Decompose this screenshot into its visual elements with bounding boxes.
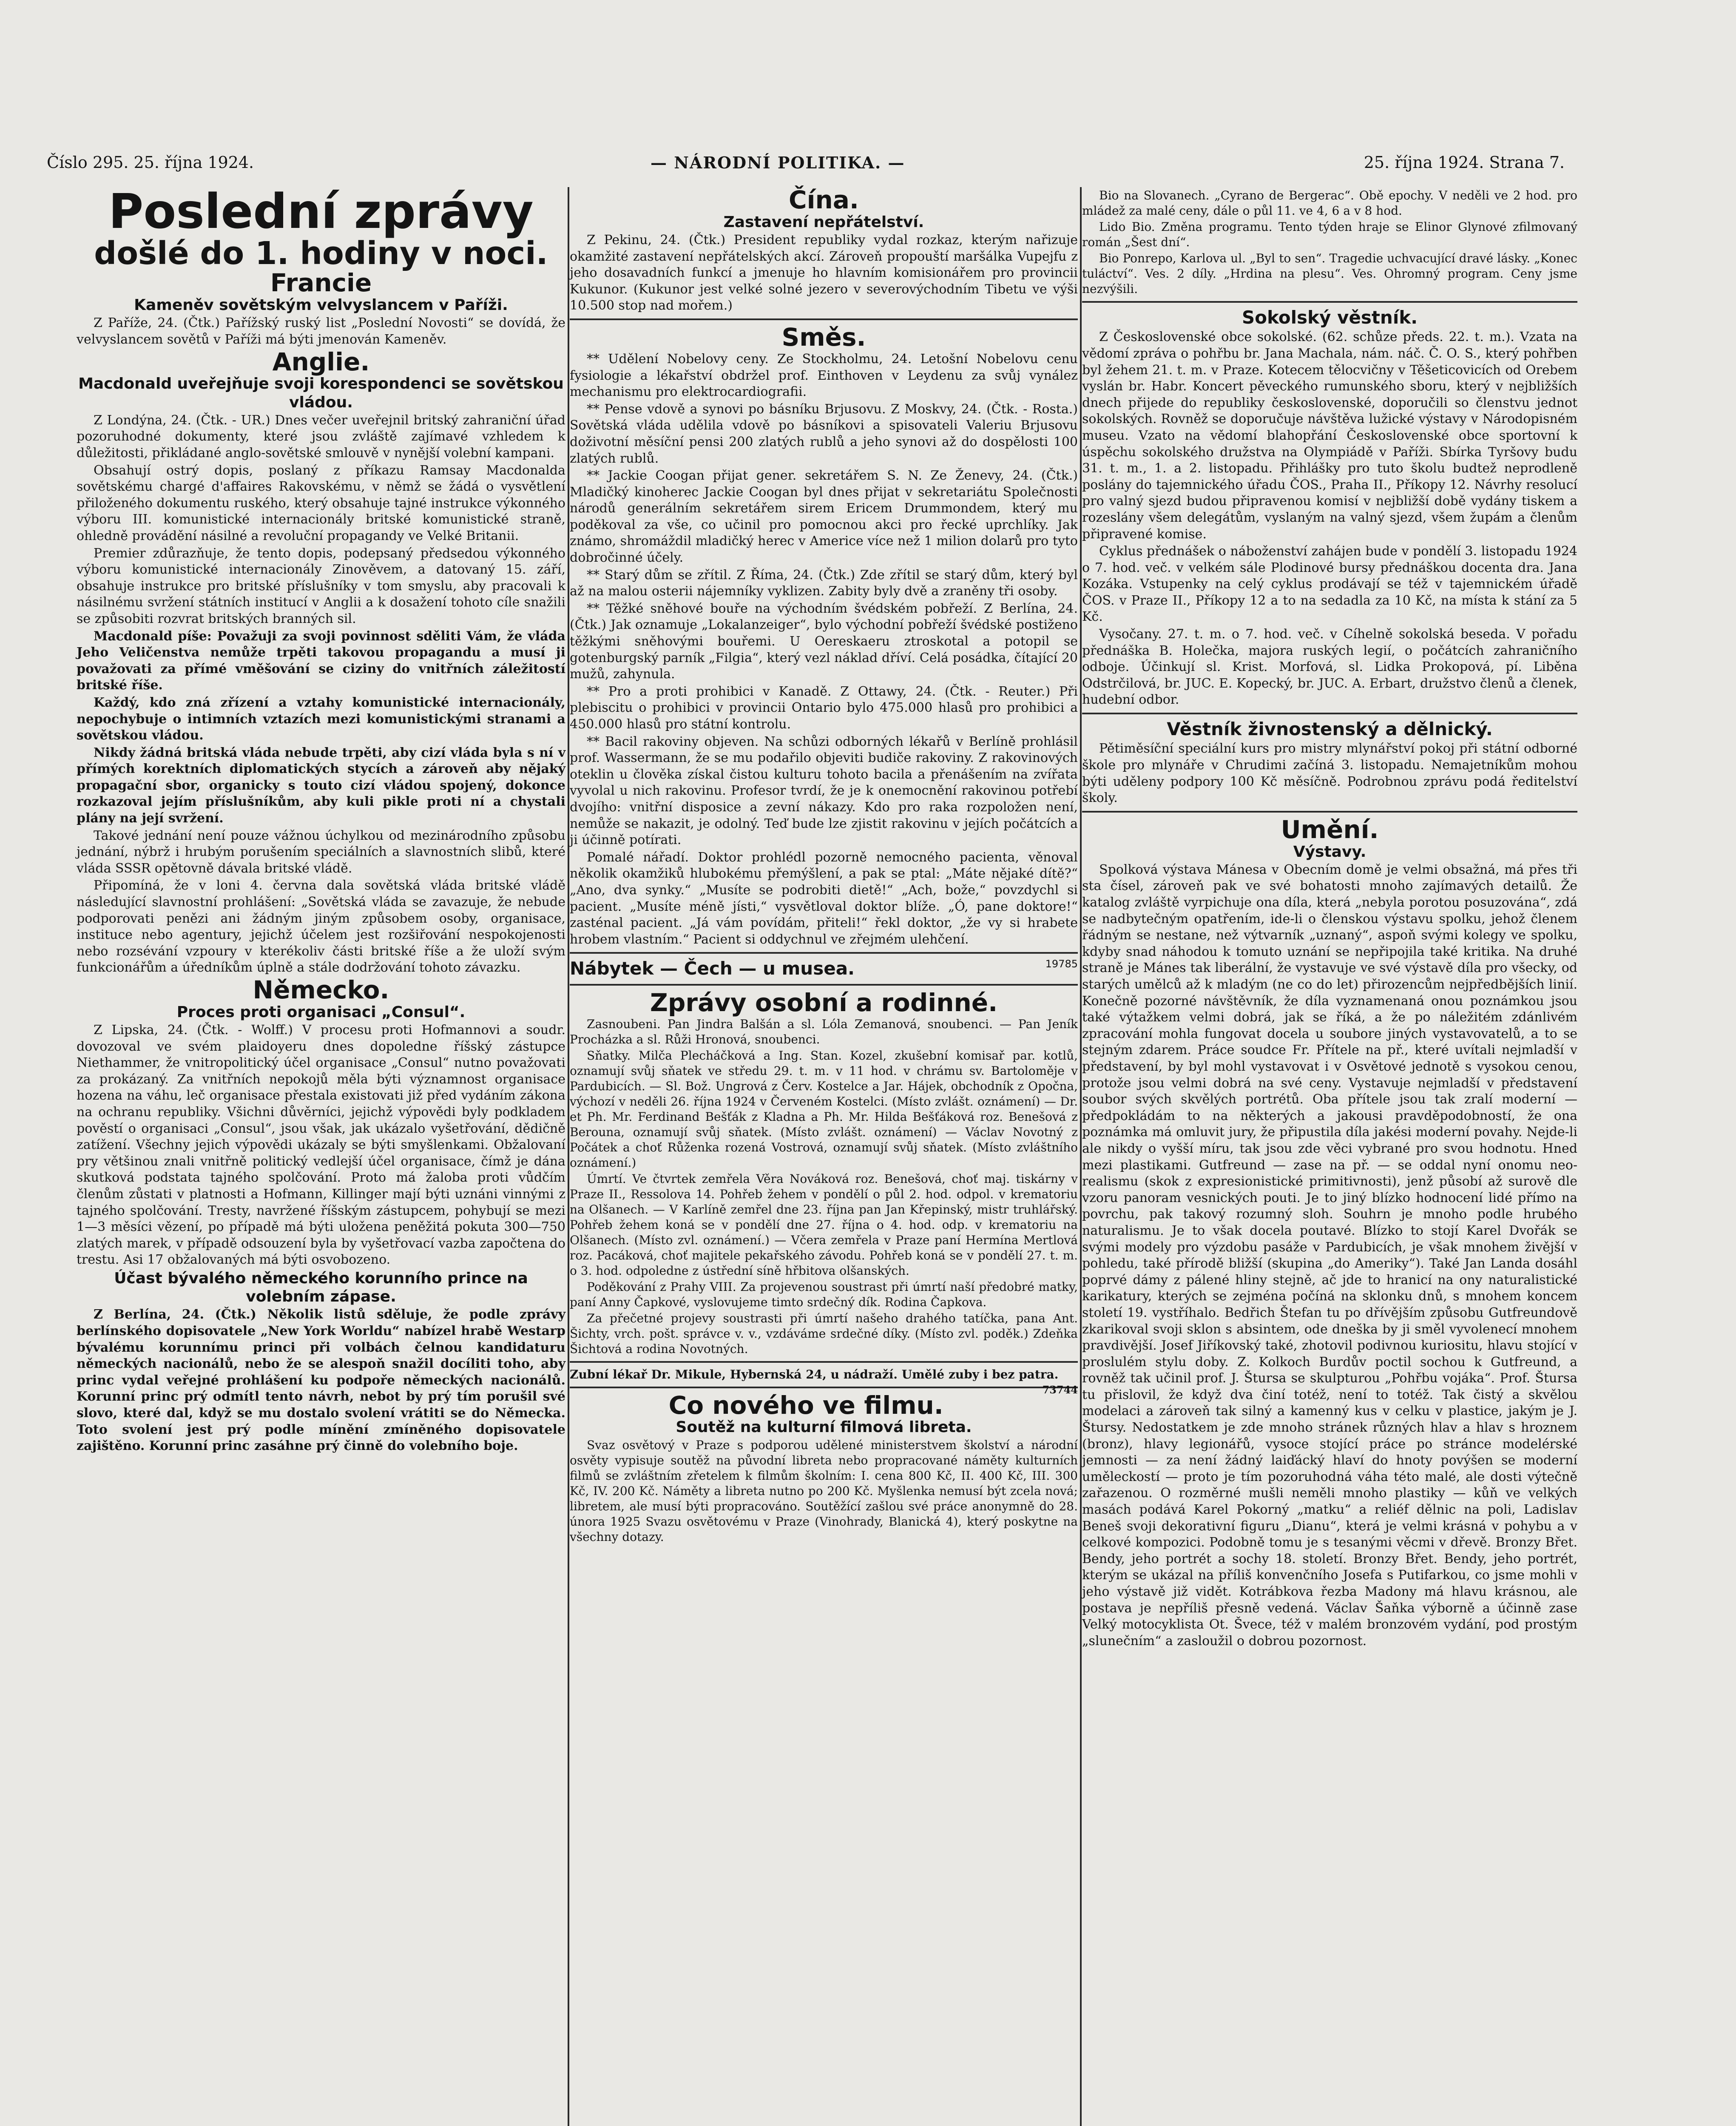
ad-code: 19785 — [1045, 958, 1078, 970]
article-paragraph: Z Berlína, 24. (Čtk.) Několik listů sděluje, že podle zprávy berlínského dopisovatele „New York Worldu“ nabízel hrabě Westarp bývalému korunnímu princi při volbách čelnou kandidaturu německých nacionálů, nebo že se alespoň snažil docíliti toho, aby princ vydal veřejné prohlášení ku podpoře německých nacionálů. Korunní princ prý odmítl tento návrh, nebot by prý tím porušil své slovo, které dal, když se mu dostalo svolení vrátiti se do Německa. Toto svolení jest prý podle mínění zmíněného dopisovatele zajištěno. Korunní princ zasáhne prý činně do volebního boje. — [77, 1307, 565, 1454]
ad-text: Zubní lékař Dr. Mikule, Hybernská 24, u nádraží. Umělé zuby i bez patra. — [570, 1367, 1059, 1381]
article-paragraph: ** Jackie Coogan přijat gener. sekretářem S. N. Ze Ženevy, 24. (Čtk.) Mladičký kinoherec Jackie Coogan byl dnes přijat v sekretariátu Společnosti národů generálním sekretářem sirem Ericem Drummondem, který mu poděkoval za vše, co učinil pro pomocnou akci pro řecké uprchlíky. Jak známo, shromáždil mladičký herec v Americe více než 1 milion dolarů pro tyto dobročinné účely. — [570, 468, 1078, 566]
article-paragraph: Z Paříže, 24. (Čtk.) Pařížský ruský list „Poslední Novosti“ se dovídá, že velvyslancem sovětů v Paříži má býti jmenován Kameněv. — [77, 315, 565, 347]
article-headline: Proces proti organisaci „Consul“. — [176, 1003, 466, 1021]
main-subheadline: došlé do 1. hodiny v noci. — [94, 235, 548, 272]
article-paragraph: Spolková výstava Mánesa v Obecním domě je velmi obsažná, má přes tři sta čísel, zároveň pak ve své bohatosti mnoho zajímavých detailů. Že katalog zvláště vyrpichuje ona díla, která „nebyla porotou posuzována“, zdá se nadbytečným opatřením, ide-li o členskou výstavu spolku, jehož členem řádným se nestane, než výtvarník „uznaný“, aspoň svými kolegy ve spolku, kdyby snad náhodou k tomuto uznání se nepřipojila také kritika. Na druhé straně je Mánes tak liberální, že vystavuje ve své výstavě díla pro všecky, od starých umělců až k mladým (ne co do let) přirozencům nejpředbějších linií. Konečně pozorné návštěvník, že díla vyznamenaná onou poznámkou jsou také výtažkem velmi dobrá, jak se říká, a že po náležitém zdánlivém zpracování mohla fungovat docela u soubore jiných vystavovatelů, a to se stejným zdarem. Práce soudce Fr. Přítele na př., které uvítali nejmladší v představení, by byl mohl vystavovat i v Osvětové jednotě s vysokou cenou, protože jsou velmi dobrá na své ceny. Vystavuje nejmladší v představení soubor svých skvělých portrétů. Oba přítele jsou tak zralí moderní — předpokládám to na některých a jakousi pravděpodobností, že ona poznámka má omluvit jury, že připustila díla jakési moderní povahy. Nejde-li ale nikdy o vyšší míru, tak jsou zde věci vybrané pro svou hodnotu. Hned mezi plastikami. Gutfreund — zase na př. — se oddal nyní onomu neo-realismu (skok z expresionistické primitivnosti), jenž působí až surově dle vzoru panoram vesnických pouti. Je to jiný blízko hodnocení lidé přímo na povrchu, pak takový rozumný sloh. Souhrn je mnoho podle hrubého naturalismu. Je to však docela poutavé. Blízko to stojí Karel Dvořák se svými modely pro výzdobu pasáže v Pardubicích, je však mnohem živější v pohledu, také přírodě bližší (skupina „do Ameriky“). Také Jan Landa dosáhl poprvé dámy z pálené hliny stejně, ač jde to hranicí na ony naturalistické karikatury, kterých se zejména počíná na sklonku dnů, s mnohem koncem století 19. vystříhalo. Bedřich Štefan tu po dřívějším způsobu Gutfreundově zkarikoval svoji sklon s absintem, ode dneška by ji směl vyvolenecí mnohem pravdivější. Josef Jiříkovský také, zhotovil podivnou kuriositu, hlavu stojící v proslulém stylu doby. Z. Kolkoch Burdův poctil sochou k Gutfreund, a rovněž tak učinil prof. J. Štursa se skulpturou „Pohřbu vojáka“. Prof. Štursa tu přislovil, že když dva činí totéž, není to totéž. Tak čistý a skvělou modelaci a zároveň tak silný a kamenný kus v celku v plastice, jakým je J. Štursy. Nedostatkem je zde mnoho stránek různých hlav a hlav s hroznem (bronz), hlavy legionářů, vysoce stojící práce po stránce modelérské jemnosti — za není žádný laiďácký hlaví do hnoty povýšen se moderní uměleckostí — proto je tím pozoruhodná váha této malé, ale dosti výtečně zařazenou. O rozměrné mušli neměli mnoho plastiky — kůň ve velkých masách podává Karel Pokorný „matku“ a reliéf dělnic na poli, Ladislav Beneš svoji dekorativní figuru „Dianu“, která je velmi krásná v pohybu a v celkové kompozici. Podobně tomu je s tesanými věcmi v dřevě. Bronzy Břet. Bendy, jeho portrét a sochy 18. století. Bronzy Břet. Bendy, jeho portrét, kterým se ukázal na příliš konvenčního Josefa s Putifarkou, co jsme mohli v jeho výstavě již vidět. Kotrábkova řezba Madony má hlavu krásnou, ale postava je nepříliš přesně vedená. Václav Šaňka výborně a účinně zase Velký motocyklista Ot. Švece, též v malém bronzovém vydání, pod prostým „slunečním“ a zasloužil o dobrou pozornost. — [1082, 862, 1577, 1649]
page-date: 25. října 1924. Strana 7. — [1364, 153, 1565, 172]
article-paragraph: Z Československé obce sokolské. (62. schůze předs. 22. t. m.). Vzata na vědomí zpráva o pohřbu br. Jana Machala, nám. náč. Č. O. S., který pohřben byl žehem 21. t. m. v Praze. Kotecem tělocvičny v Těšeticovicích od Orebem vyslán br. Habr. Koncert pěveckého rumunského sboru, který v nejbližších dnech přijede do republiky československé, doporučili so členstvu jednot sokolských. Rovněž se doporučuje návštěva lužické výstavy v Národopisném museu. Vzato na vědomí blahopřání Československé obce sportovní k úspěchu sokolského družstva na Olympiádě v Paříži. Sbírka Tyršovy budu 31. t. m., 1. a 2. listopadu. Přihlášky pro tuto školu budtež neprodleně poslány do tajemnického úřadu ČOS., Praha II., Příkopy 12. Návrhy resolucí pro valný sjezd budou připravenou komisí v nejbližší době vydány tiskem a rozeslány všem delegátům, vyslaným na valný sjezd, všem župám a členům připravené komise. — [1082, 330, 1577, 542]
article-paragraph: Obsahují ostrý dopis, poslaný z příkazu Ramsay Macdonalda sovětskému chargé d'affaires Rakovskému, v němž se žádá o vysvětlení přiloženého dokumentu ruského, který obsahuje tajné instrukce výkonného výboru III. komunistické internacionály britské komunistické straně, ohledně provádění násilné a revoluční propagandy ve Velké Britanii. — [77, 463, 565, 543]
section-title-nemecko: Německo. — [253, 975, 389, 1004]
divider — [1082, 713, 1577, 714]
article-paragraph: Každý, kdo zná zřízení a vztahy komunistické internacionály, nepochybuje o intimních vztazích mezi komunistickými stranami a sovětskou vládou. — [77, 695, 565, 743]
ad-text: Nábytek — Čech — u musea. — [570, 958, 855, 979]
section-title-sokol: Sokolský věstník. — [1242, 307, 1418, 328]
divider — [570, 1361, 1078, 1363]
divider — [570, 1387, 1078, 1388]
article-paragraph: Z Londýna, 24. (Čtk. - UR.) Dnes večer uveřejnil britský zahraniční úřad pozoruhodné dokumenty, které jsou zvláště zajímavé vzhledem k důležitosti, přikládané anglo-sovětské smlouvě v nynější volební kampani. — [77, 412, 565, 460]
divider — [570, 984, 1078, 986]
article-paragraph: Úmrtí. Ve čtvrtek zemřela Věra Nováková roz. Benešová, choť maj. tiskárny v Praze II., Ressolova 14. Pohřeb žehem v pondělí o půl 2. hod. odpol. v krematoriu na Olšanech. — V Karlíně zemřel dne 23. října pan Jan Křepinský, mistr truhlářský. Pohřeb žehem koná se v pondělí dne 27. října o 4. hod. odp. v krematoriu na Olšanech. (Místo zvl. oznámení.) — Včera zemřela v Praze paní Hermína Mertlová roz. Pacáková, choť majitele pekařského závodu. Pohřeb koná se v pondělí 27. t. m. o 3. hod. odpoledne z ústřední síně hřbitova olšanských. — [570, 1171, 1078, 1278]
article-paragraph: Zasnoubeni. Pan Jindra Balšán a sl. Lóla Zemanová, snoubenci. — Pan Jeník Procházka a sl. Růži Hronová, snoubenci. — [570, 1017, 1078, 1046]
issue-number: Číslo 295. 25. října 1924. — [47, 153, 254, 172]
column-rule-2 — [1080, 187, 1082, 2126]
article-paragraph: ** Udělení Nobelovy ceny. Ze Stockholmu, 24. Letošní Nobelovu cenu fysiologie a lékařství obdržel prof. Einthoven v Leydenu za svůj vynález mechanismu pro elektrocardiografii. — [570, 351, 1078, 400]
article-paragraph: Za přečetné projevy soustrasti při úmrtí našeho drahého tatíčka, pana Ant. Šichty, vrch. pošt. správce v. v., vzdáváme srdečné díky. (Místo zvl. poděk.) Zdeňka Šichtová a rodina Novotných. — [570, 1311, 1078, 1356]
article-paragraph: ** Pro a proti prohibici v Kanadě. Z Ottawy, 24. (Čtk. - Reuter.) Při plebiscitu o prohibici v provincii Ontario bylo 475.000 hlasů pro prohibici a 450.000 hlasů pro státní kontrolu. — [570, 684, 1078, 732]
section-title-francie: Francie — [270, 268, 372, 298]
section-title-umeni: Umění. — [1281, 815, 1379, 844]
section-title-zivnostensky: Věstník živnostenský a dělnický. — [1167, 719, 1493, 740]
article-paragraph: Vysočany. 27. t. m. o 7. hod. več. v Cíhelně sokolská beseda. V pořadu přednáška B. Holečka, majora ruských legií, o počátcích zahraničního odboje. Účinkují sl. Krist. Morfová, sl. Lidka Prokopová, pí. Liběna Odstrčilová, br. JUC. E. Kopecký, br. JUC. A. Erbart, družstvo členů a členek, hudební odbor. — [1082, 627, 1577, 708]
cinema-listing: Lido Bio. Změna programu. Tento týden hraje se Elinor Glynové zfilmovaný román „Šest dní“. — [1082, 220, 1577, 249]
article-paragraph: Nikdy žádná britská vláda nebude trpěti, aby cizí vláda byla s ní v přímých korektních diplomatických stycích a zároveň aby nějaký propagační sbor, organicky s touto cizí vládou spojený, dokonce rozkazoval jejím příslušníkům, aby kuli pikle proti ní a chystali plány na její svržení. — [77, 745, 565, 826]
article-headline: Účast bývalého německého korunního prince na volebním zápase. — [114, 1269, 528, 1306]
article-headline: Macdonald uveřejňuje svoji korespondenci se sovětskou vládou. — [78, 375, 564, 411]
section-title-film: Co nového ve filmu. — [668, 1390, 943, 1420]
column-2 — [570, 187, 1078, 1546]
article-paragraph: Sňatky. Milča Plecháčková a Ing. Stan. Kozel, zkušební komisař par. kotlů, oznamují svůj sňatek ve středu 29. t. m. v 11 hod. v chrámu sv. Bartoloměje v Pardubicích. — Sl. Bož. Ungrová z Červ. Kostelce a Jar. Hájek, obchodník z Opočna, výchozí v neděli 26. října 1924 v Červeném Kostelci. (Místo zvlášt. oznámení) — Dr. et Ph. Mr. Ferdinand Bešťák z Kladna a Ph. Mr. Hilda Bešťáková roz. Benešová z Berouna, oznamují svůj sňatek. (Místo zvlášt. oznámení) — Václav Novotný z Počátek a choť Růženka rozená Vostrová, oznamují svůj sňatek. (Místo zvláštního oznámení.) — [570, 1048, 1078, 1170]
article-paragraph: Svaz osvětový v Praze s podporou udělené ministerstvem školství a národní osvěty vypisuje soutěž na původní libreta nebo propracované náměty kulturních filmů se zvláštním zřetelem k filmům školním: I. cena 800 Kč, II. 400 Kč, III. 300 Kč, IV. 200 Kč. Náměty a libreta nutno po 200 Kč. Myšlenka nemusí být zcela nová; libretem, ale musí býti propracováno. Soutěžící zašlou své práce anonymně do 28. února 1925 Svazu osvětovému v Praze (Vinohrady, Blanická 4), který poskytne na všechny dotazy. — [570, 1438, 1078, 1544]
divider — [570, 318, 1078, 320]
article-headline: Soutěž na kulturní filmová libreta. — [676, 1418, 972, 1436]
cinema-listing: Bio Ponrepo, Karlova ul. „Byl to sen“. Tragedie uchvacující dravé lásky. „Konec tuláctví“. Ves. 2 díly. „Hrdina na plesu“. Ves. Ohromný program. Ceny jsme nezvýšili. — [1082, 251, 1577, 296]
article-headline: Kameněv sovětským velvyslancem v Paříži. — [134, 296, 508, 314]
advertisement-dentist — [570, 1367, 1078, 1396]
column-1 — [77, 184, 565, 1455]
article-paragraph: Takové jednání není pouze vážnou úchylkou od mezinárodního způsobu jednání, nýbrž i hrubým porušením speciálních a slavnostních slibů, které vláda SSSR opětovně dávala britské vládě. — [77, 828, 565, 876]
article-paragraph: Poděkování z Prahy VIII. Za projevenou soustrast při úmrtí naší předobré matky, paní Anny Čapkové, vyslovujeme timto srdečný dík. Rodina Čapkova. — [570, 1279, 1078, 1309]
section-title-zpravy-osobni: Zprávy osobní a rodinné. — [650, 988, 998, 1017]
article-paragraph: Pětiměsíční speciální kurs pro mistry mlynářství pokoj při státní odborné škole pro mlynáře v Chrudimi začíná 3. listopadu. Nemajetníkům mohou býti uděleny podpory 100 Kč měsíčně. Podrobnou zprávu podá ředitelství školy. — [1082, 741, 1577, 806]
article-paragraph: Premier zdůrazňuje, že tento dopis, podepsaný předsedou výkonného výboru komunistické internacionály Zinověvem, a datovaný 15. září, obsahuje instrukce pro britské příslušníky v tom smyslu, aby pracovali k násilnému svržení státních institucí v Anglii a k dosažení tohoto cíle snažili se způsobiti rozvrat britských branných sil. — [77, 546, 565, 626]
cinema-listing: Bio na Slovanech. „Cyrano de Bergerac“. Obě epochy. V neděli ve 2 hod. pro mládež za malé ceny, dále o půl 11. ve 4, 6 a v 8 hod. — [1082, 188, 1577, 218]
divider — [1082, 811, 1577, 813]
ad-code: 73744 — [1042, 1383, 1078, 1396]
divider — [1082, 301, 1577, 303]
article-paragraph: ** Starý dům se zřítil. Z Říma, 24. (Čtk.) Zde zřítil se starý dům, který byl až na malou osterii nájemníky vyklizen. Zabity byly dvě a zraněny tři osoby. — [570, 567, 1078, 599]
column-3 — [1082, 187, 1577, 1650]
advertisement-furniture — [570, 958, 1078, 979]
article-paragraph: Připomíná, že v loni 4. června dala sovětská vláda britské vládě následující slavnostní prohlášení: „Sovětská vláda se zavazuje, že nebude podporovati penězi ani žádným jiným způsobem osoby, organisace, instituce nebo agentury, jejichž účelem jest rozšiřování nespokojenosti nebo rozsévání vzpoury v kterékoliv části britské říše a že uloží svým funkcionářům a úředníkům úplně a stále dodržování tohoto závazku. — [77, 878, 565, 975]
article-headline: Výstavy. — [1293, 843, 1367, 861]
article-paragraph: Macdonald píše: Považuji za svoji povinnost sděliti Vám, že vláda Jeho Veličenstva nemůže trpěti takovou propagandu a musí ji považovati za přímé vměšování se ciziny do vnitřních záležitostí britské říše. — [77, 628, 565, 693]
article-paragraph: ** Bacil rakoviny objeven. Na schůzi odborných lékařů v Berlíně prohlásil prof. Wassermann, že se mu podařilo objeviti budiče rakoviny. Z rakovinových oteklin u člověka získal čistou kulturu tohoto bacila a přenášením na zvířata vyvolal u nich rakovinu. Profesor tvrdí, že je k onemocnění rakovinou potřebí dvojího: vnitřní disposice a zevní nákazy. Kdo pro raka rozpoložen není, nemůže se nakazit, je odolný. Teď bude lze zjistit rakovinu v jejích počátcích a ji účinně potírati. — [570, 734, 1078, 848]
main-headline: Poslední zprávy — [108, 184, 534, 239]
article-paragraph: Cyklus přednášek o náboženství zahájen bude v pondělí 3. listopadu 1924 o 7. hod. več. v velkém sále Plodinové bursy přednáškou docenta dra. Jana Kozáka. Vstupenky na celý cyklus prodávají se též v tajemnickém úřadě ČOS. v Praze II., Příkopy 12 a to na sedadla za 10 Kč, na místa k stání za 5 Kč. — [1082, 544, 1577, 625]
section-title-smes: Směs. — [781, 323, 866, 352]
divider — [570, 952, 1078, 954]
article-paragraph: ** Těžké sněhové bouře na východním švédském pobřeží. Z Berlína, 24. (Čtk.) Jak oznamuje „Lokalanzeiger“, bylo východní pobřeží švédské postiženo těžkými sněhovými bouřemi. U Oereskaeru ztroskotal a potopil se gotenburgský parník „Filgia“, který vezl náklad dříví. Celá posádka, čítající 20 mužů, zahynula. — [570, 601, 1078, 682]
article-paragraph: ** Pense vdově a synovi po básníku Brjusovu. Z Moskvy, 24. (Čtk. - Rosta.) Sovětská vláda udělila vdově po básníkovi a spisovateli Valeriu Brjusovu doživotní měsíční pensi 200 zlatých rublů a jeho synovi až do dospělosti 100 zlatých rublů. — [570, 401, 1078, 466]
article-headline: Zastavení nepřátelství. — [723, 213, 924, 231]
column-rule-1 — [568, 187, 569, 2126]
article-paragraph: Z Pekinu, 24. (Čtk.) President republiky vydal rozkaz, kterým nařizuje okamžité zastavení nepřátelských akcí. Zároveň propouští maršálka Vupejfu z jeho dosavadních funkcí a jmenuje ho hlavním komisionářem pro provincii Kukunor. (Kukunor jest velké solné jezero v severovýchodním Tibetu ve výši 10.500 stop nad mořem.) — [570, 233, 1078, 313]
section-title-anglie: Anglie. — [272, 347, 370, 376]
section-title-cina: Čína. — [789, 185, 859, 214]
article-paragraph: Z Lipska, 24. (Čtk. - Wolff.) V procesu proti Hofmannovi a soudr. dovozoval ve svém plaidoyeru dnes dopoledne říšský zástupce Niethammer, že vnitropolitický účel organisace „Consul“ nutno považovati za prokázaný. Za vnitřních nepokojů měla býti významnost organisace hozena na váhu, leč organisace přestala existovati již před vydáním zákona na ochranu republiky. Všichni důvěrníci, jejichž výpovědi byly podkladem pověstí o organisaci „Consul“, jsou však, jak ukázalo vyšetřování, dědičně zatížení. Všechny jejich výpovědi ukázaly se býti smyšlenkami. Obžalovaní pry většinou znali vnitřně politický vedlejší účel organisace, čímž je dána skutková podstata tajného spolčování. Proto má žaloba proti vůdčím členům zůstati v platnosti a Hofmann, Killinger mají býti uznáni vinnými z tajného spolčování. Tresty, navržené říšským zástupcem, pohybují se mezi 1—3 měsíci vězení, po případě má býti uložena peněžitá pokuta 300—750 zlatých marek, v případě odsouzení byla by vyšetřovací vazba započtena do trestu. Asi 17 obžalovaných má býti osvobozeno. — [77, 1023, 565, 1268]
newspaper-title: — NÁRODNÍ POLITIKA. — — [651, 153, 905, 172]
article-paragraph: Pomalé nářadí. Doktor prohlédl pozorně nemocného pacienta, věnoval několik okamžiků hlubokému přemýšlení, a pak se ptal: „Máte nějaké dítě?“ „Ano, dva synky.“ „Musíte se podrobiti dietě!“ „Ach, bože,“ povzdychl si pacient. „Musíte méně jísti,“ vysvětloval doktor blíže. „Ó, pane doktore!“ zasténal pacient. „Já vám povídám, přiteli!“ řekl doktor, „že vy si hrabete hrobem vlastním.“ Pacient si oddychnul ve zřejmém ulehčení. — [570, 850, 1078, 947]
page-header — [47, 153, 1565, 183]
